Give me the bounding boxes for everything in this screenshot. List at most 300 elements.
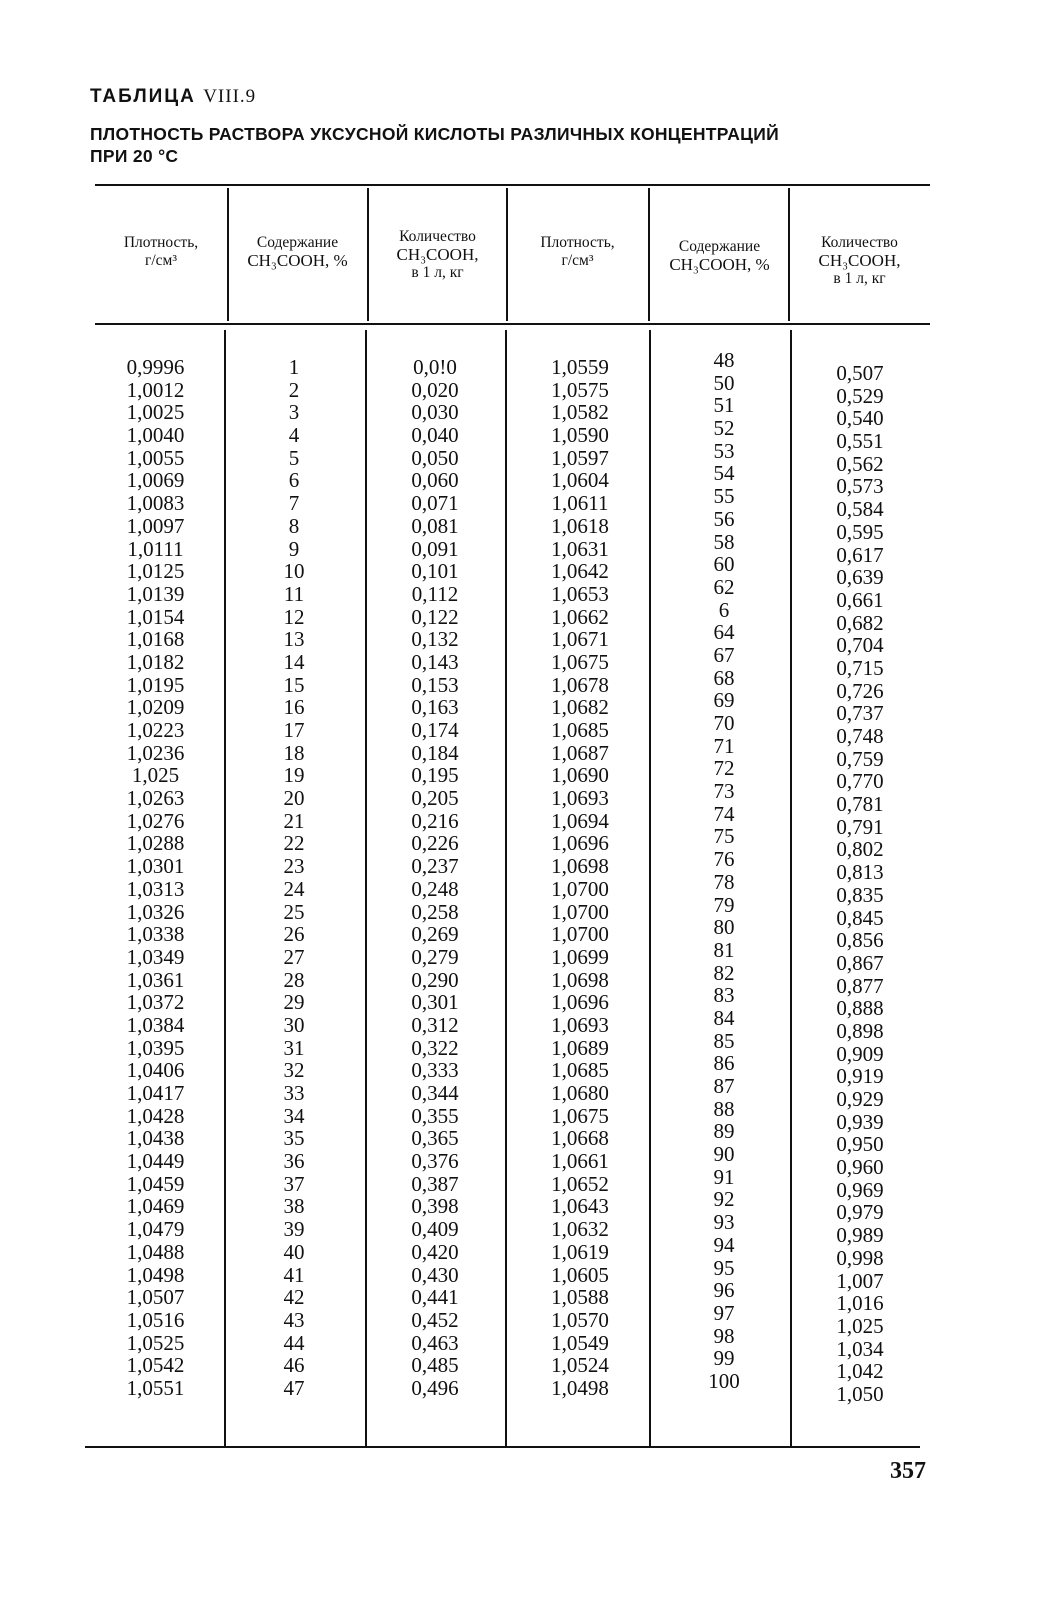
table-cell: 1,0338 [126, 922, 185, 947]
table-cell: 0,496 [411, 1375, 459, 1400]
table-cell: 73 [713, 779, 735, 804]
table-cell: 34 [283, 1103, 305, 1128]
table-cell: 1,0652 [551, 1171, 609, 1196]
table-cell: 0,551 [836, 429, 884, 454]
table-cell: 1,0631 [551, 536, 609, 561]
table-cell: 0,143 [411, 649, 459, 674]
table-cell: 60 [713, 552, 735, 577]
table-cell: 0,9996 [126, 355, 185, 379]
table-cell: 1,0643 [551, 1194, 609, 1219]
table-cell: 22 [283, 831, 305, 856]
table-cell: 92 [713, 1187, 735, 1212]
table-cell: 1,0055 [126, 445, 185, 470]
table-cell: 33 [283, 1081, 305, 1105]
table-cell: 1,0498 [551, 1375, 609, 1400]
table-cell: 42 [283, 1285, 305, 1310]
table-cell: 47 [283, 1375, 305, 1400]
table-cell: 83 [713, 983, 735, 1008]
table-cell: 1,0406 [126, 1058, 185, 1083]
table-cell: 24 [283, 876, 305, 901]
table-cell: 1,0690 [551, 763, 609, 788]
table-cell: 56 [713, 506, 735, 531]
table-cell: 1,0559 [551, 355, 609, 379]
table-cell: 43 [283, 1307, 305, 1332]
table-cell: 0,998 [836, 1245, 884, 1270]
table-cell: 1,007 [836, 1268, 884, 1293]
table-cell: 58 [713, 529, 735, 554]
table-cell: 0,856 [836, 928, 884, 953]
table-cell: 1,0372 [126, 990, 185, 1015]
table-cell: 0,939 [836, 1109, 884, 1134]
table-cell: 1,0449 [126, 1149, 185, 1174]
table-cell: 1,042 [836, 1359, 884, 1384]
table-cell: 0,584 [836, 497, 884, 522]
table-cell: 1,0632 [551, 1217, 609, 1242]
table-cell: 86 [713, 1051, 735, 1076]
header-line: г/см³ [561, 252, 594, 269]
table-cell: 20 [283, 786, 305, 811]
table-cell: 0,122 [411, 604, 459, 629]
table-cell: 9 [288, 536, 300, 561]
table-cell: 0,322 [411, 1035, 459, 1060]
table-cell: 98 [713, 1323, 735, 1348]
table-cell: 100 [708, 1368, 740, 1393]
header-line: Содержание [678, 238, 761, 255]
table-cell: 0,748 [836, 724, 884, 748]
column-density-right [520, 356, 640, 1400]
table-cell: 0,409 [411, 1217, 459, 1242]
column-divider [649, 330, 651, 1446]
table-cell: 1,0582 [551, 400, 609, 425]
table-cell: 1,0549 [551, 1330, 609, 1355]
header-density-right [510, 234, 645, 270]
table-cell: 90 [713, 1142, 735, 1167]
table-cell: 52 [713, 416, 735, 441]
column-divider [505, 330, 507, 1446]
table-cell: 0,071 [411, 491, 459, 516]
table-cell: 44 [283, 1330, 305, 1355]
table-cell: 75 [713, 824, 735, 849]
table-cell: 0,184 [411, 740, 459, 765]
table-cell: 1,0012 [126, 377, 185, 402]
table-cell: 0,279 [411, 944, 459, 969]
column-content-left [234, 356, 354, 1400]
table-cell: 0,529 [836, 383, 884, 408]
table-cell: 0,888 [836, 996, 884, 1021]
table-title-line2: ПРИ 20 °С [90, 146, 179, 166]
table-cell: 1,0469 [126, 1194, 185, 1219]
table-cell: 1,0069 [126, 468, 185, 493]
table-cell: 1,0619 [551, 1239, 609, 1264]
column-divider [227, 188, 229, 321]
table-cell: 1,0417 [126, 1081, 185, 1105]
table-cell: 84 [713, 1005, 735, 1030]
table-cell: 14 [283, 649, 305, 674]
table-cell: 53 [713, 438, 735, 463]
table-cell: 0,376 [411, 1149, 459, 1174]
header-line: в 1 л, кг [411, 264, 464, 281]
column-divider [367, 188, 369, 321]
bottom-rule [85, 1446, 920, 1448]
table-cell: 1,0698 [551, 854, 609, 879]
table-cell: 30 [283, 1012, 305, 1037]
table-cell: 1,0525 [126, 1330, 185, 1355]
table-cell: 0,989 [836, 1223, 884, 1248]
column-amount-left [375, 356, 495, 1400]
table-cell: 15 [283, 672, 305, 697]
table-cell: 68 [713, 665, 735, 690]
table-cell: 1,0395 [126, 1035, 185, 1060]
table-cell: 0,737 [836, 701, 884, 726]
table-cell: 23 [283, 854, 305, 879]
table-cell: 1,0498 [126, 1262, 185, 1287]
table-cell: 27 [283, 944, 305, 969]
table-cell: 55 [713, 484, 735, 509]
table-number: VIII.9 [203, 86, 257, 107]
table-cell: 1,0263 [126, 786, 185, 811]
table-cell: 1,0687 [551, 740, 609, 765]
table-label [90, 86, 256, 108]
table-cell: 0,237 [411, 854, 459, 879]
table-cell: 1,034 [836, 1336, 884, 1361]
table-cell: 1,025 [836, 1313, 884, 1338]
table-cell: 1,0223 [126, 718, 185, 742]
table-cell: 0,430 [411, 1262, 459, 1287]
table-cell: 64 [713, 620, 735, 645]
table-cell: 1,050 [836, 1381, 884, 1406]
column-divider [790, 330, 792, 1446]
table-cell: 28 [283, 967, 305, 992]
table-cell: 39 [283, 1217, 305, 1242]
table-cell: 0,163 [411, 695, 459, 720]
table-cell: 1,0182 [126, 649, 185, 674]
table-cell: 0,835 [836, 882, 884, 907]
table-cell: 0,726 [836, 678, 884, 703]
table-cell: 1,0678 [551, 672, 609, 697]
table-cell: 0,060 [411, 468, 459, 493]
table-cell: 1,0384 [126, 1012, 185, 1037]
table-cell: 0,909 [836, 1041, 884, 1066]
table-cell: 8 [288, 513, 300, 538]
table-cell: 0,639 [836, 565, 884, 590]
table-cell: 0,781 [836, 792, 884, 817]
table-cell: 0,877 [836, 973, 884, 998]
table-cell: 0,081 [411, 513, 459, 538]
table-cell: 1,0542 [126, 1353, 185, 1378]
table-cell: 3 [288, 400, 300, 425]
table-cell: 1,0662 [551, 604, 609, 629]
table-cell: 0,030 [411, 400, 459, 425]
table-cell: 0,950 [836, 1132, 884, 1157]
header-line: г/см³ [145, 252, 177, 269]
table-cell: 1,0696 [551, 990, 609, 1015]
table-cell: 93 [713, 1210, 735, 1235]
table-cell: 35 [283, 1126, 305, 1151]
table-cell: 1,0488 [126, 1239, 185, 1264]
table-cell: 0,020 [411, 377, 459, 402]
table-cell: 76 [713, 847, 735, 872]
header-line: CH₃COOH, % [247, 251, 348, 270]
table-cell: 97 [713, 1300, 735, 1325]
table-cell: 1,0349 [126, 944, 185, 969]
header-line: Плотность, [540, 234, 615, 251]
table-cell: 0,960 [836, 1155, 884, 1180]
table-cell: 1,0301 [126, 854, 185, 879]
header-line: в 1 л, кг [833, 270, 886, 287]
table-cell: 0,919 [836, 1064, 884, 1089]
table-cell: 1,0700 [551, 922, 609, 947]
table-cell: 0,485 [411, 1353, 459, 1378]
table-cell: 1,0040 [126, 423, 185, 448]
table-cell: 0,898 [836, 1018, 884, 1043]
table-cell: 26 [283, 922, 305, 947]
table-cell: 1,0025 [126, 400, 185, 425]
table-cell: 1,016 [836, 1291, 884, 1316]
table-cell: 11 [283, 581, 305, 606]
header-line: Количество [821, 234, 898, 251]
column-amount-right [800, 362, 920, 1406]
table-cell: 16 [283, 695, 305, 720]
table-cell: 29 [283, 990, 305, 1015]
table-cell: 51 [713, 393, 735, 418]
table-cell: 1,0680 [551, 1081, 609, 1105]
table-cell: 0,387 [411, 1171, 459, 1196]
table-cell: 0,704 [836, 633, 884, 658]
table-cell: 1,0479 [126, 1217, 185, 1242]
table-cell: 0,333 [411, 1058, 459, 1083]
table-cell: 1,0682 [551, 695, 609, 720]
table-cell: 0,507 [836, 361, 884, 385]
table-cell: 1,0313 [126, 876, 185, 901]
table-cell: 1,0671 [551, 627, 609, 652]
table-cell: 1,0700 [551, 876, 609, 901]
table-cell: 1,0524 [551, 1353, 609, 1378]
table-cell: 0,091 [411, 536, 459, 561]
header-line: CH₃COOH, % [669, 255, 770, 274]
table-cell: 50 [713, 370, 735, 395]
table-cell: 71 [713, 733, 735, 758]
table-cell: 0,562 [836, 451, 884, 476]
table-cell: 0,040 [411, 423, 459, 448]
table-cell: 10 [283, 559, 305, 584]
table-cell: 0,050 [411, 445, 459, 470]
table-cell: 0,617 [836, 542, 884, 567]
table-cell: 80 [713, 915, 735, 940]
table-cell: 1,0507 [126, 1285, 185, 1310]
table-cell: 67 [713, 642, 735, 667]
table-cell: 36 [283, 1149, 305, 1174]
table-cell: 0,969 [836, 1177, 884, 1202]
table-cell: 99 [713, 1346, 735, 1371]
table-cell: 0,661 [836, 587, 884, 612]
table-cell: 0,269 [411, 922, 459, 947]
table-cell: 1,0168 [126, 627, 185, 652]
table-cell: 0,112 [411, 581, 459, 606]
table-cell: 0,867 [836, 950, 884, 975]
table-cell: 1,0693 [551, 1012, 609, 1037]
table-cell: 5 [288, 445, 300, 470]
table-cell: 1,0597 [551, 445, 609, 470]
table-cell: 1,0588 [551, 1285, 609, 1310]
header-rule [95, 323, 930, 325]
table-cell: 1,0604 [551, 468, 609, 493]
table-cell: 1,0696 [551, 831, 609, 856]
table-cell: 74 [713, 801, 735, 826]
table-cell: 12 [283, 604, 305, 629]
table-label-word: ТАБЛИЦА [90, 86, 196, 107]
table-cell: 0,929 [836, 1087, 884, 1111]
table-cell: 1,0326 [126, 899, 185, 924]
column-divider [365, 330, 367, 1446]
header-line: CH₃COOH, [818, 251, 901, 270]
table-cell: 19 [283, 763, 305, 788]
table-cell: 0,682 [836, 610, 884, 635]
table-cell: 1,0618 [551, 513, 609, 538]
table-cell: 0,248 [411, 876, 459, 901]
table-cell: 1,0693 [551, 786, 609, 811]
table-cell: 32 [283, 1058, 305, 1083]
table-cell: 0,540 [836, 406, 884, 431]
table-cell: 1,0605 [551, 1262, 609, 1287]
table-cell: 85 [713, 1028, 735, 1053]
table-cell: 0,441 [411, 1285, 459, 1310]
table-cell: 1 [288, 355, 300, 379]
table-cell: 70 [713, 711, 735, 735]
table-cell: 1,0139 [126, 581, 185, 606]
table-cell: 0,845 [836, 905, 884, 930]
table-cell: 81 [713, 937, 735, 962]
table-cell: 0,205 [411, 786, 459, 811]
table-cell: 94 [713, 1232, 735, 1257]
table-cell: 1,0097 [126, 513, 185, 538]
table-cell: 25 [283, 899, 305, 924]
header-line: Содержание [256, 234, 339, 251]
table-cell: 18 [283, 740, 305, 765]
table-cell: 1,0700 [551, 899, 609, 924]
table-cell: 54 [713, 461, 735, 486]
table-cell: 1,0685 [551, 718, 609, 742]
table-cell: 0,0!0 [413, 355, 457, 379]
header-line: Плотность, [123, 234, 199, 251]
table-cell: 1,0111 [127, 536, 184, 561]
table-title [90, 123, 940, 167]
table-cell: 0,344 [411, 1081, 459, 1105]
column-divider [506, 188, 508, 321]
page-number: 357 [890, 1458, 926, 1484]
table-cell: 1,0698 [551, 967, 609, 992]
table-cell: 91 [713, 1164, 735, 1189]
table-cell: 87 [713, 1074, 735, 1098]
table-cell: 0,216 [411, 808, 459, 833]
table-cell: 82 [713, 960, 735, 985]
table-cell: 37 [283, 1171, 305, 1196]
top-rule [95, 184, 930, 186]
column-divider [788, 188, 790, 321]
column-divider [224, 330, 226, 1446]
table-cell: 69 [713, 688, 735, 713]
table-cell: 0,365 [411, 1126, 459, 1151]
column-content-right [664, 349, 784, 1393]
table-cell: 6 [288, 468, 300, 493]
column-density-left [93, 356, 218, 1400]
table-cell: 1,0125 [126, 559, 185, 584]
table-cell: 21 [283, 808, 305, 833]
table-cell: 0,452 [411, 1307, 459, 1332]
table-cell: 1,0361 [126, 967, 185, 992]
table-cell: 38 [283, 1194, 305, 1219]
table-cell: 1,0209 [126, 695, 185, 720]
table-cell: 0,290 [411, 967, 459, 992]
table-cell: 1,0699 [551, 944, 609, 969]
header-content-left [230, 234, 365, 270]
table-cell: 40 [283, 1239, 305, 1264]
table-cell: 1,025 [131, 763, 180, 788]
table-cell: 1,0661 [551, 1149, 609, 1174]
table-cell: 0,595 [836, 519, 884, 544]
table-cell: 0,770 [836, 769, 884, 794]
table-cell: 1,0642 [551, 559, 609, 584]
header-density-left [100, 234, 222, 270]
table-cell: 1,0516 [126, 1307, 185, 1332]
table-cell: 95 [713, 1255, 735, 1280]
table-cell: 0,312 [411, 1012, 459, 1037]
table-cell: 88 [713, 1096, 735, 1121]
table-cell: 1,0611 [551, 491, 609, 516]
table-cell: 48 [713, 348, 735, 372]
table-cell: 1,0276 [126, 808, 185, 833]
table-cell: 0,153 [411, 672, 459, 697]
table-cell: 1,0288 [126, 831, 185, 856]
table-cell: 1,0236 [126, 740, 185, 765]
table-cell: 62 [713, 574, 735, 599]
table-cell: 1,0570 [551, 1307, 609, 1332]
table-cell: 0,258 [411, 899, 459, 924]
table-cell: 78 [713, 869, 735, 894]
table-cell: 1,0653 [551, 581, 609, 606]
table-cell: 1,0551 [126, 1375, 185, 1400]
table-cell: 0,813 [836, 860, 884, 885]
table-cell: 1,0083 [126, 491, 185, 516]
table-cell: 1,0195 [126, 672, 185, 697]
table-cell: 2 [288, 377, 300, 402]
table-cell: 0,226 [411, 831, 459, 856]
table-cell: 41 [283, 1262, 305, 1287]
table-cell: 0,301 [411, 990, 459, 1015]
table-cell: 1,0438 [126, 1126, 185, 1151]
table-cell: 0,398 [411, 1194, 459, 1219]
header-line: CH₃COOH, [396, 245, 479, 264]
table-cell: 1,0668 [551, 1126, 609, 1151]
table-cell: 46 [283, 1353, 305, 1378]
table-cell: 72 [713, 756, 735, 781]
table-cell: 1,0694 [551, 808, 609, 833]
table-cell: 17 [283, 718, 305, 742]
table-cell: 0,355 [411, 1103, 459, 1128]
table-cell: 1,0459 [126, 1171, 185, 1196]
table-cell: 96 [713, 1278, 735, 1303]
column-divider [648, 188, 650, 321]
table-cell: 0,979 [836, 1200, 884, 1225]
table-cell: 13 [283, 627, 305, 652]
table-cell: 7 [288, 491, 300, 516]
table-cell: 0,132 [411, 627, 459, 652]
header-amount-right [792, 234, 927, 288]
table-cell: 79 [713, 892, 735, 917]
table-cell: 0,463 [411, 1330, 459, 1355]
header-amount-left [370, 228, 505, 282]
table-cell: 0,791 [836, 814, 884, 839]
table-cell: 1,0675 [551, 649, 609, 674]
